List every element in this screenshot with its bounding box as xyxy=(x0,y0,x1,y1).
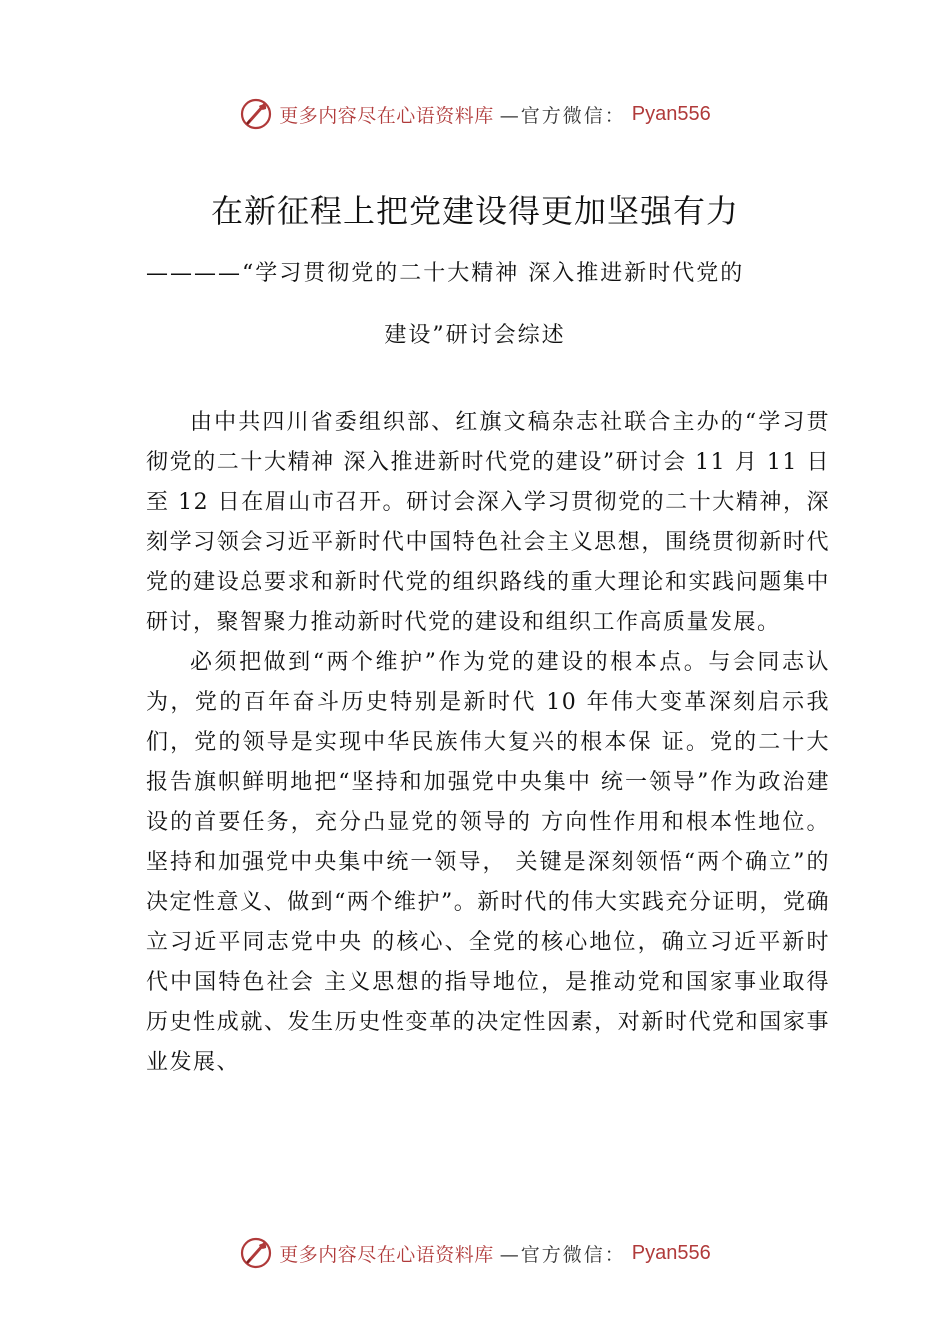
document-title: 在新征程上把党建设得更加坚强有力 xyxy=(210,192,739,230)
banner-brand-text: 更多内容尽在心语资料库 xyxy=(279,104,494,127)
body-paragraph: 由中共四川省委组织部、红旗文稿杂志社联合主办的“学习贯彻党的二十大精神 深入推进新时代党的建设”研讨会 11 月 11 日至 12 日在眉山市召开。研讨会深入学习贯彻党的二十大精神，深刻学习领会习近平新时代中国特色社会主义思想，围绕贯彻新时代党的建设总要求和新时代党的组织路线的重大理论和实践问题集中研讨，聚智聚力推动新时代党的建设和组织工作高质量发展。 xyxy=(146,410,830,635)
quill-logo-icon xyxy=(239,97,273,131)
banner-wechat-label: —官方微信： xyxy=(499,104,626,127)
banner-brand-text: 更多内容尽在心语资料库 xyxy=(279,1243,494,1266)
footer-watermark-banner xyxy=(0,1233,950,1273)
document-subtitle-line1: ————“学习贯彻党的二十大精神 深入推进新时代党的 xyxy=(146,261,745,286)
banner-wechat-label: —官方微信： xyxy=(499,1243,626,1266)
document-subtitle-line2: 建设”研讨会综述 xyxy=(384,323,566,348)
banner-wechat-id: Pyan556 xyxy=(631,102,711,125)
document-body xyxy=(146,403,830,1083)
header-watermark-banner xyxy=(0,94,950,134)
banner-wechat-id: Pyan556 xyxy=(631,1241,711,1264)
quill-logo-icon xyxy=(239,1236,273,1270)
body-paragraph: 必须把做到“两个维护”作为党的建设的根本点。与会同志认为，党的百年奋斗历史特别是新时代 10 年伟大变革深刻启示我们，党的领导是实现中华民族伟大复兴的根本保 证。党的二十大报告旗帜鲜明地把“坚持和加强党中央集中 统一领导”作为政治建设的首要任务，充分凸显党的领导的 方向性作用和根本性地位。坚持和加强党中央集中统一领导， 关键是深刻领悟“两个确立”的决定性意义、做到“两个维护”。新时代的伟大实践充分证明，党确立习近平同志党中央 的核心、全党的核心地位，确立习近平新时代中国特色社会 主义思想的指导地位，是推动党和国家事业取得历史性成就、发生历史性变革的决定性因素，对新时代党和国家事业发展、 xyxy=(146,650,830,1075)
